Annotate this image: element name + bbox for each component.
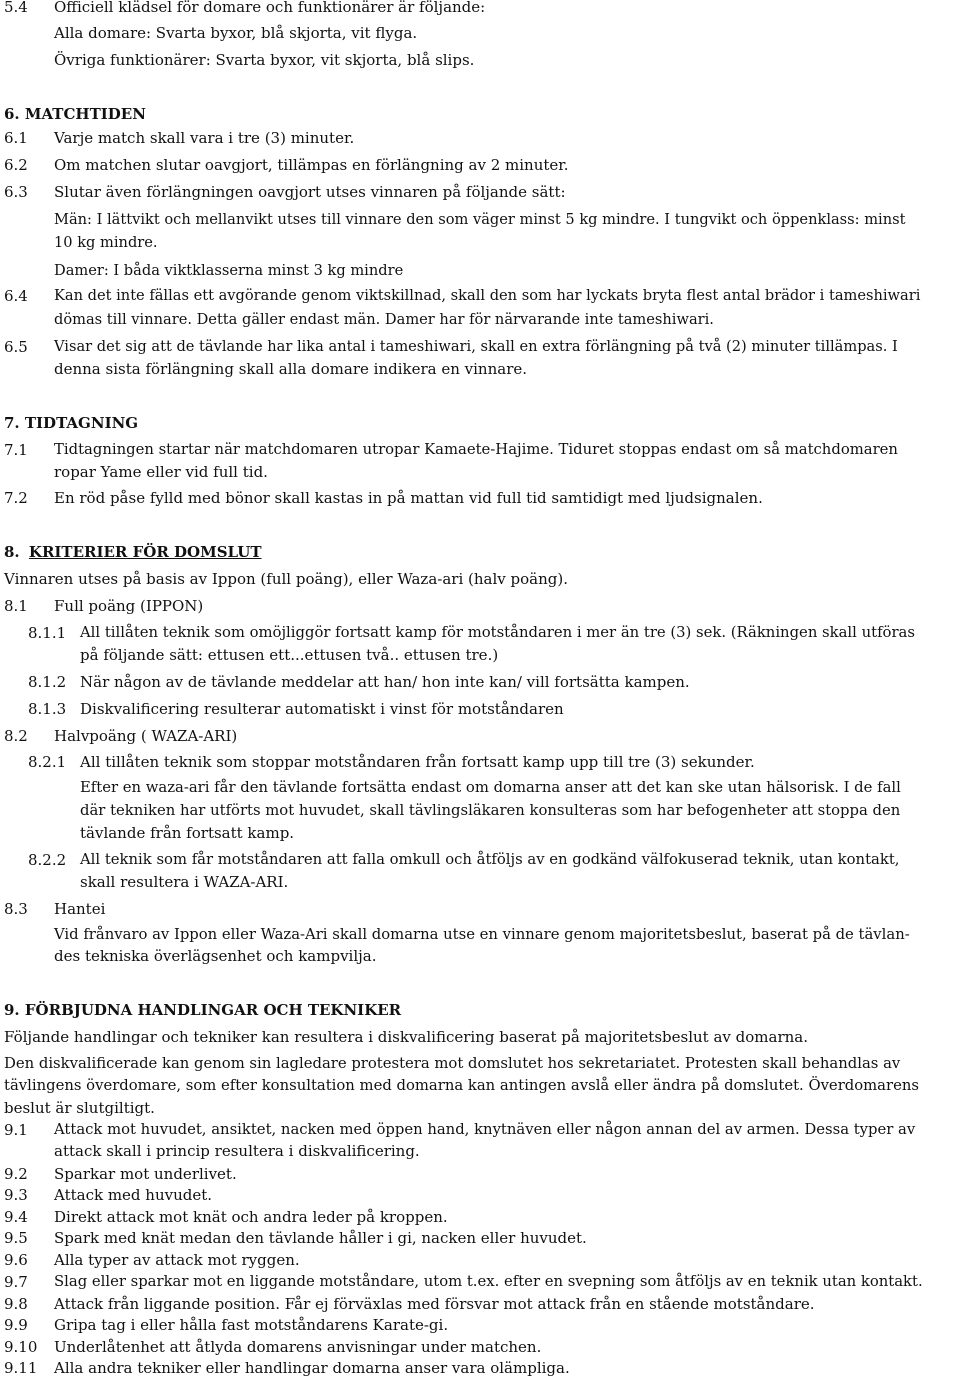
- section-heading: 7. TIDTAGNING: [4, 414, 139, 432]
- list-item-number: 9.7: [4, 1273, 28, 1291]
- clause-text: Officiell klädsel för domare och funktionärer är följande:: [54, 0, 486, 16]
- clause-number: 8.2.2: [28, 851, 67, 869]
- list-item-number: 9.3: [4, 1186, 28, 1204]
- paragraph-line: Den diskvalificerade kan genom sin lagledare protestera mot domslutet hos sekretariatet. Protesten skall behandlas av: [4, 1055, 901, 1072]
- clause-text: Full poäng (IPPON): [54, 597, 204, 615]
- clause-number: 6.4: [4, 287, 28, 305]
- clause-number: 6.3: [4, 183, 28, 201]
- clause-text: Övriga funktionärer: Svarta byxor, vit skjorta, blå slips.: [54, 51, 475, 69]
- section-heading-number: 8.: [4, 543, 20, 561]
- list-item: Underlåtenhet att åtlyda domarens anvisningar under matchen.: [54, 1338, 542, 1356]
- clause-text: All tillåten teknik som omöjliggör fortsatt kamp för motståndaren i mer än tre (3) sek. (Räkningen skall utföras: [80, 624, 915, 641]
- clause-text: dömas till vinnare. Detta gäller endast män. Damer har för närvarande inte tameshiwari.: [54, 311, 714, 328]
- clause-text: Tidtagningen startar när matchdomaren utropar Kamaete-Hajime. Tiduret stoppas endast om så matchdomaren: [54, 441, 898, 458]
- clause-text: des tekniska överlägsenhet och kampvilja.: [54, 947, 377, 965]
- section-heading: 6. MATCHTIDEN: [4, 105, 146, 123]
- paragraph-line: tävlingens överdomare, som efter konsultation med domarna kan antingen avslå eller ändra på domslutet. Överdomarens: [4, 1077, 919, 1094]
- clause-text: Efter en waza-ari får den tävlande fortsätta endast om domarna anser att det kan ske utan hälsorisk. I de fall: [80, 779, 901, 796]
- clause-number: 6.1: [4, 129, 28, 147]
- list-item: Gripa tag i eller hålla fast motståndarens Karate-gi.: [54, 1316, 449, 1334]
- list-item: Alla typer av attack mot ryggen.: [54, 1251, 300, 1269]
- clause-text: Om matchen slutar oavgjort, tillämpas en förlängning av 2 minuter.: [54, 156, 569, 174]
- list-item-number: 9.9: [4, 1316, 28, 1334]
- clause-number: 8.1: [4, 597, 28, 615]
- clause-text: Hantei: [54, 900, 106, 918]
- clause-text: där tekniken har utförts mot huvudet, skall tävlingsläkaren konsulteras som har befogenheter att stoppa den: [80, 802, 901, 819]
- clause-text: ropar Yame eller vid full tid.: [54, 463, 268, 481]
- clause-number: 8.3: [4, 900, 28, 918]
- list-item-number: 9.11: [4, 1359, 38, 1377]
- list-item: attack skall i princip resultera i diskvalificering.: [54, 1142, 420, 1160]
- clause-text: Visar det sig att de tävlande har lika antal i tameshiwari, skall en extra förlängning på två (2) minuter tillämpas. I: [54, 338, 898, 355]
- section-heading: 9. FÖRBJUDNA HANDLINGAR OCH TEKNIKER: [4, 1001, 402, 1019]
- list-item-number: 9.2: [4, 1165, 28, 1183]
- list-item-number: 9.6: [4, 1251, 28, 1269]
- list-item-number: 9.4: [4, 1208, 28, 1226]
- section-intro: Vinnaren utses på basis av Ippon (full poäng), eller Waza-ari (halv poäng).: [4, 570, 568, 588]
- section-heading: [4, 542, 262, 562]
- clause-number: 8.2: [4, 727, 28, 745]
- clause-text: Halvpoäng ( WAZA-ARI): [54, 727, 238, 745]
- clause-text: skall resultera i WAZA-ARI.: [80, 873, 289, 891]
- clause-text: på följande sätt: ettusen ett...ettusen två.. ettusen tre.): [80, 646, 499, 664]
- clause-number: 8.1.2: [28, 673, 67, 691]
- clause-text: Män: I lättvikt och mellanvikt utses till vinnare den som väger minst 5 kg mindre. I tungvikt och öppenklass: minst: [54, 211, 906, 228]
- section-heading-text: KRITERIER FÖR DOMSLUT: [28, 543, 262, 561]
- list-item: Sparkar mot underlivet.: [54, 1165, 237, 1183]
- list-item: Spark med knät medan den tävlande håller i gi, nacken eller huvudet.: [54, 1229, 587, 1247]
- clause-text: tävlande från fortsatt kamp.: [80, 824, 295, 842]
- clause-text: En röd påse fylld med bönor skall kastas in på mattan vid full tid samtidigt med ljudsignalen.: [54, 489, 763, 507]
- clause-number: 8.1.1: [28, 624, 67, 642]
- list-item: Attack mot huvudet, ansiktet, nacken med öppen hand, knytnäven eller någon annan del av armen. Dessa typer av: [54, 1121, 916, 1138]
- clause-text: All tillåten teknik som stoppar motståndaren från fortsatt kamp upp till tre (3) sekunder.: [80, 753, 755, 771]
- clause-number: 6.2: [4, 156, 28, 174]
- clause-text: 10 kg mindre.: [54, 234, 158, 251]
- clause-number: 8.2.1: [28, 753, 67, 771]
- clause-number: 8.1.3: [28, 700, 67, 718]
- list-item-number: 9.1: [4, 1121, 28, 1139]
- clause-number: 7.1: [4, 441, 28, 459]
- section-intro: Följande handlingar och tekniker kan resultera i diskvalificering baserat på majoritetsbeslut av domarna.: [4, 1028, 808, 1046]
- clause-number: 5.4: [4, 0, 28, 16]
- list-item: Attack med huvudet.: [54, 1186, 213, 1204]
- list-item: Attack från liggande position. Får ej förväxlas med försvar mot attack från en stående motståndare.: [54, 1295, 815, 1313]
- clause-text: Slutar även förlängningen oavgjort utses vinnaren på följande sätt:: [54, 183, 566, 201]
- clause-text: Varje match skall vara i tre (3) minuter.: [54, 129, 355, 147]
- list-item-number: 9.5: [4, 1229, 28, 1247]
- clause-text: Alla domare: Svarta byxor, blå skjorta, vit flyga.: [54, 24, 418, 42]
- clause-text: När någon av de tävlande meddelar att han/ hon inte kan/ vill fortsätta kampen.: [80, 673, 690, 691]
- clause-text: Diskvalificering resulterar automatiskt i vinst för motståndaren: [80, 700, 564, 718]
- clause-text: Vid frånvaro av Ippon eller Waza-Ari skall domarna utse en vinnare genom majoritetsbeslut, baserat på de tävlan-: [54, 926, 910, 943]
- clause-text: Damer: I båda viktklasserna minst 3 kg mindre: [54, 262, 404, 279]
- list-item-number: 9.10: [4, 1338, 38, 1356]
- clause-number: 7.2: [4, 489, 28, 507]
- list-item: Alla andra tekniker eller handlingar domarna anser vara olämpliga.: [54, 1359, 570, 1377]
- clause-text: Kan det inte fällas ett avgörande genom viktskillnad, skall den som har lyckats bryta flest antal brädor i tameshiwari: [54, 287, 921, 304]
- clause-number: 6.5: [4, 338, 28, 356]
- list-item: Direkt attack mot knät och andra leder på kroppen.: [54, 1208, 448, 1226]
- list-item-number: 9.8: [4, 1295, 28, 1313]
- list-item: Slag eller sparkar mot en liggande motståndare, utom t.ex. efter en svepning som åtföljs av en teknik utan kontakt.: [54, 1273, 923, 1290]
- paragraph-line: beslut är slutgiltigt.: [4, 1099, 155, 1117]
- clause-text: All teknik som får motståndaren att falla omkull och åtföljs av en godkänd välfokuserad teknik, utan kontakt,: [80, 851, 900, 868]
- clause-text: denna sista förlängning skall alla domare indikera en vinnare.: [54, 360, 528, 378]
